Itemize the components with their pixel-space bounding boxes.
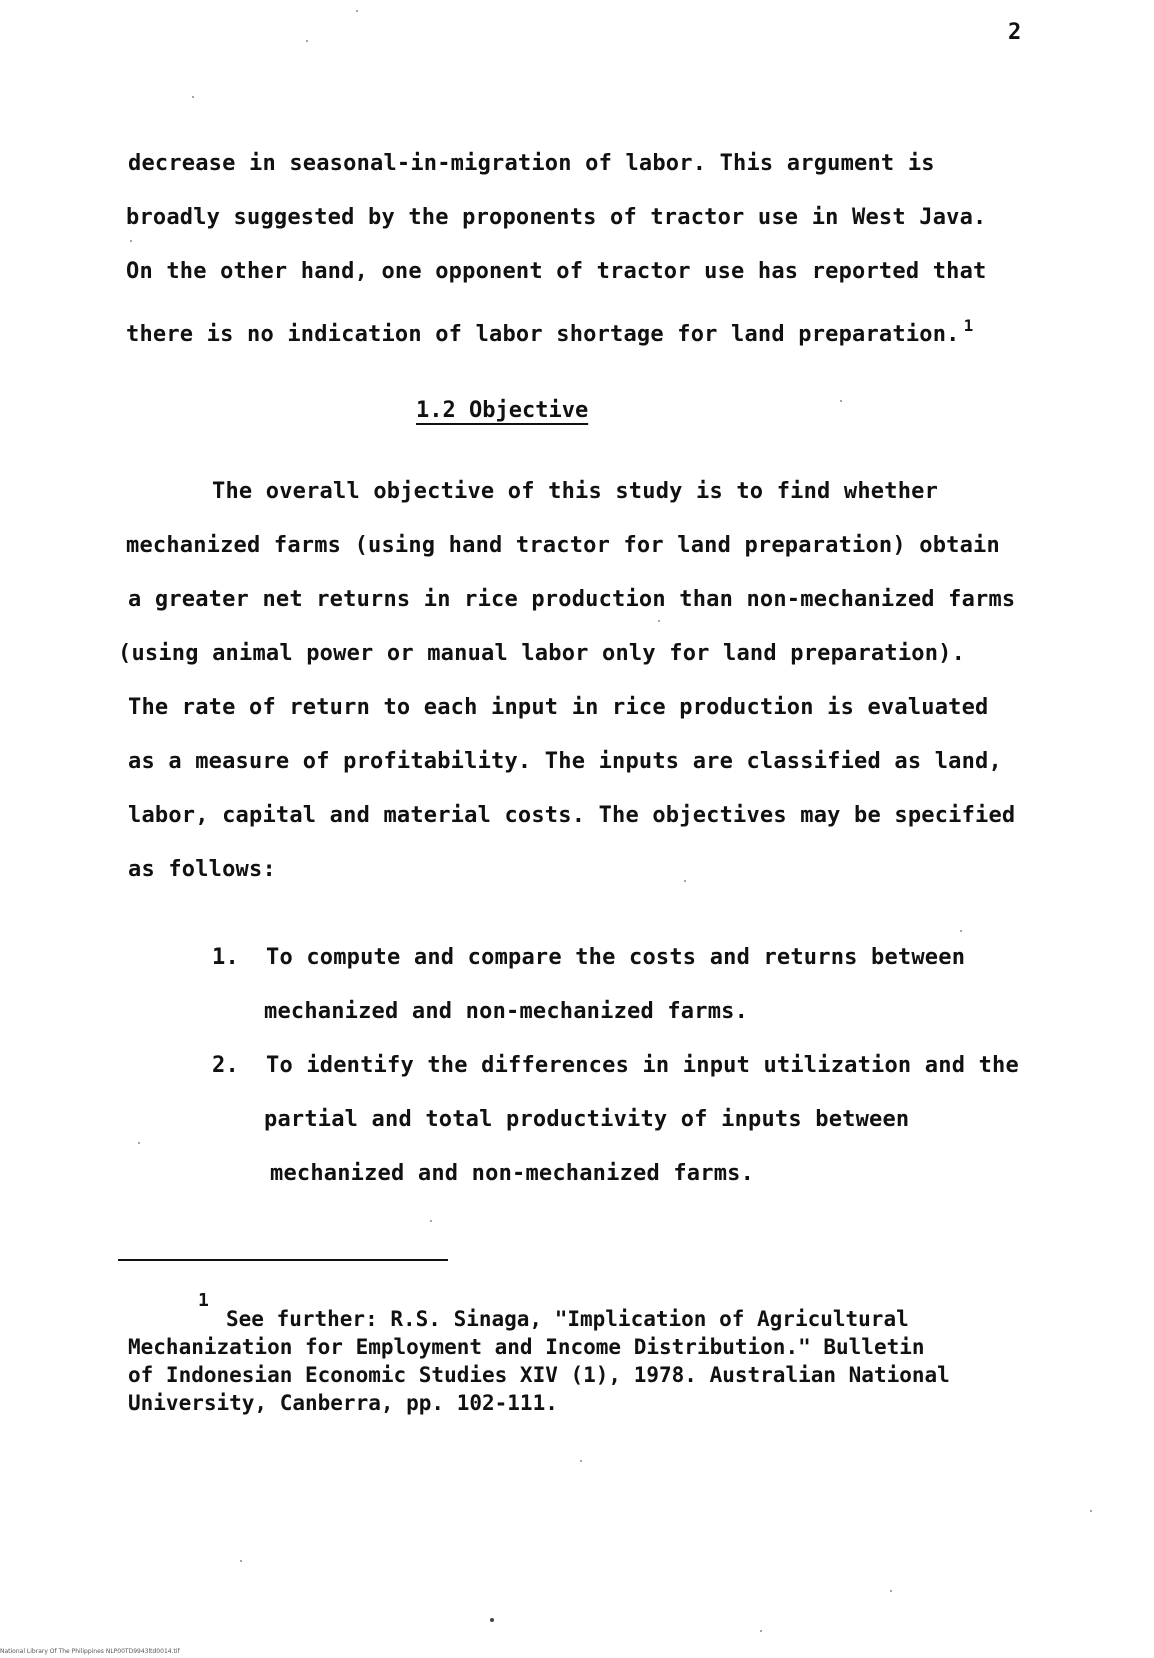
list-item-1-line-1: To compute and compare the costs and returns between xyxy=(266,945,966,970)
list-item-2-line-2: partial and total productivity of inputs between xyxy=(264,1107,910,1132)
footnote-line-4: University, Canberra, pp. 102-111. xyxy=(128,1391,558,1415)
scan-speck xyxy=(890,1590,892,1592)
intro-line-4 xyxy=(126,312,973,349)
scan-speck xyxy=(240,1560,242,1562)
footnote-rule xyxy=(118,1259,448,1261)
objective-line-2: mechanized farms (using hand tractor for land preparation) obtain xyxy=(126,533,1000,558)
footnote-line-1: See further: R.S. Sinaga, "Implication of Agricultural xyxy=(226,1307,909,1331)
objective-line-8: as follows: xyxy=(128,857,276,882)
list-item-2-line-3: mechanized and non-mechanized farms. xyxy=(270,1161,755,1186)
scan-speck xyxy=(840,400,842,402)
page-number: 2 xyxy=(1008,20,1022,45)
scan-speck xyxy=(960,930,962,932)
scan-speck xyxy=(658,620,660,622)
list-item-2-number: 2. xyxy=(212,1053,239,1078)
section-heading: 1.2 Objective xyxy=(416,398,589,423)
objective-line-6: as a measure of profitability. The inputs are classified as land, xyxy=(128,749,1002,774)
list-item-1-line-2: mechanized and non-mechanized farms. xyxy=(264,999,749,1024)
scan-speck xyxy=(356,10,358,12)
intro-footnote-marker: 1 xyxy=(963,316,974,335)
scan-speck xyxy=(490,1618,494,1622)
intro-line-1: decrease in seasonal-in-migration of labor. This argument is xyxy=(128,151,935,176)
scan-speck xyxy=(130,240,132,242)
scan-speck xyxy=(760,1630,762,1632)
scan-speck xyxy=(430,1220,432,1222)
scan-speck xyxy=(192,96,194,98)
intro-line-2: broadly suggested by the proponents of tractor use in West Java. xyxy=(126,205,987,230)
intro-line-3: On the other hand, one opponent of tractor use has reported that xyxy=(126,259,987,284)
objective-line-1: The overall objective of this study is to find whether xyxy=(212,479,939,504)
objective-line-7: labor, capital and material costs. The objectives may be specified xyxy=(128,803,1016,828)
scan-speck xyxy=(1090,1510,1092,1512)
objective-line-5: The rate of return to each input in rice production is evaluated xyxy=(128,695,989,720)
footnote-line-2: Mechanization for Employment and Income Distribution." Bulletin xyxy=(128,1335,925,1359)
scan-speck xyxy=(684,880,686,882)
scan-speck xyxy=(138,1142,140,1144)
list-item-1-number: 1. xyxy=(212,945,239,970)
objective-line-3: a greater net returns in rice production than non-mechanized farms xyxy=(128,587,1016,612)
intro-line-4-text: there is no indication of labor shortage for land preparation. xyxy=(126,322,960,347)
footnote-marker: 1 xyxy=(198,1290,209,1311)
scan-speck xyxy=(306,40,308,42)
footnote-line-3: of Indonesian Economic Studies XIV (1), 1978. Australian National xyxy=(128,1363,950,1387)
list-item-2-line-1: To identify the differences in input utilization and the xyxy=(266,1053,1019,1078)
objective-line-4: (using animal power or manual labor only for land preparation). xyxy=(118,641,966,666)
scan-speck xyxy=(580,1460,582,1462)
scan-footer-label: National Library Of The Philippines NLP00TD9943ltd0014.tif xyxy=(0,1648,180,1655)
